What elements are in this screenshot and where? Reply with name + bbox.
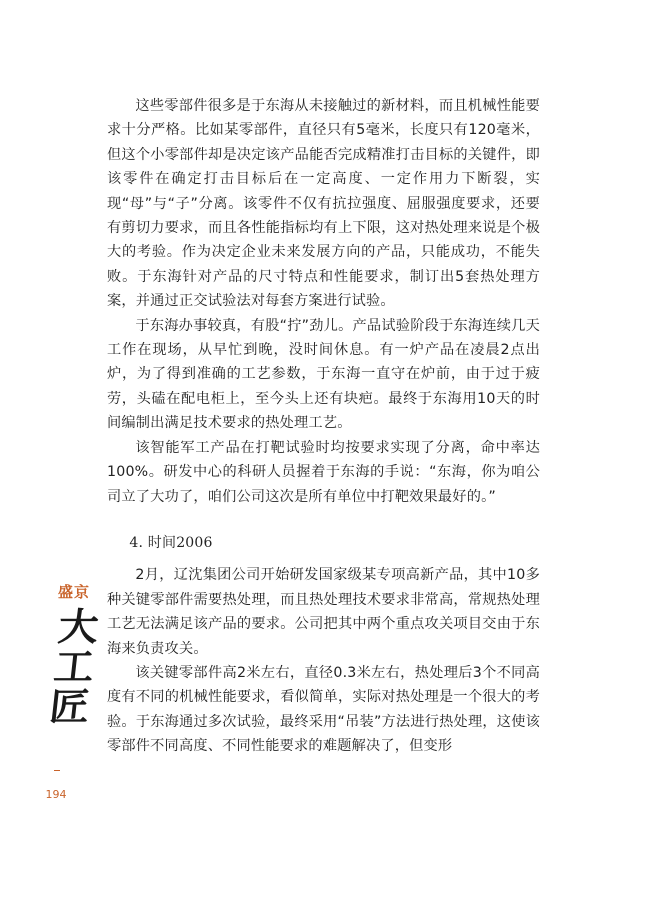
paragraph: 该智能军工产品在打靶试验时均按要求实现了分离，命中率达100%。研发中心的科研人员握着于东海的手说：“东海，你为咱公司立了大功了，咱们公司这次是所有单位中打靶效果最好的。” (107, 439, 540, 505)
paragraph: 这些零部件很多是于东海从未接触过的新材料，而且机械性能要求十分严格。比如某零部件，直径只有5毫米，长度只有120毫米，但这个小零部件却是决定该产品能否完成精准打击目标的关键件，即该零件在确定打击目标后在一定高度、一定作用力下断裂，实现“母”与“子”分离。该零件不仅有抗拉强度、屈服强度要求，还要有剪切力要求，而且各性能指标均有上下限，这对热处理来说是个极大的考验。作为决定企业未来发展方向的产品，只能成功，不能失败。于东海针对产品的尺寸特点和性能要求，制订出5套热处理方案，并通过正交试验法对每套方案进行试验。 (107, 98, 540, 310)
page-number-dash (54, 770, 60, 771)
side-title-sub: 盛京 (57, 583, 90, 601)
body-text (107, 94, 540, 759)
section-heading: 4. 时间2006 (129, 534, 213, 551)
page-number: 194 (45, 788, 67, 801)
paragraph: 该关键零部件高2米左右，直径0.3米左右，热处理后3个不同高度有不同的机械性能要求，看似简单，实际对热处理是一个很大的考验。于东海通过多次试验，最终采用“吊装”方法进行热处理，这使该零部件不同高度、不同性能要求的难题解决了，但变形 (107, 664, 540, 755)
side-title-main: 大工匠 (47, 604, 101, 729)
paragraph: 2月，辽沈集团公司开始研发国家级某专项高新产品，其中10多种关键零部件需要热处理，而且热处理技术要求非常高，常规热处理工艺无法满足该产品的要求。公司把其中两个重点攻关项目交由于东海来负责攻关。 (107, 567, 540, 657)
paragraph: 于东海办事较真，有股“拧”劲儿。产品试验阶段于东海连续几天工作在现场，从早忙到晚，没时间休息。有一炉产品在凌晨2点出炉，为了得到准确的工艺参数，于东海一直守在炉前，由于过于疲劳，头磕在配电柜上，至今头上还有块疤。最终于东海用10天的时间编制出满足技术要求的热处理工艺。 (107, 317, 540, 432)
side-book-title (44, 583, 104, 727)
